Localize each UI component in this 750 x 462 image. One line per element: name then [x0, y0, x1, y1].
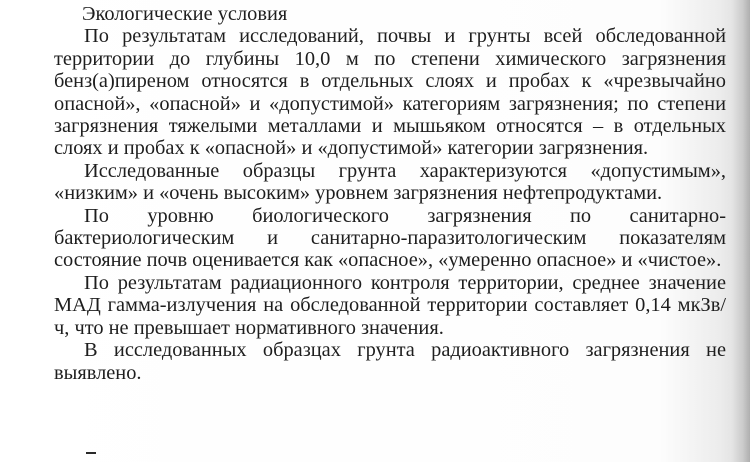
cropped-next-line-fragment: [86, 452, 96, 462]
scan-shadow-edge: [732, 0, 750, 462]
paragraph-petroleum-contamination: Исследованные образцы грунта характеризуются «допустимым», «низким» и «очень высоким» уровнем загрязнения нефтепродуктами.: [54, 159, 726, 205]
paragraph-radiation-control: По результатам радиационного контроля территории, среднее значение МАД гамма-излучения на обследованной территории составляет 0,14 мкЗв/ч, что не превышает нормативного значения.: [54, 271, 726, 339]
section-heading: Экологические условия: [82, 3, 288, 25]
paragraph-radioactive-contamination: В исследованных образцах грунта радиоактивного загрязнения не выявлено.: [54, 339, 726, 384]
paragraph-biological-contamination: По уровню биологического загрязнения по санитарно-бактериологическим и санитарно-паразитологическим показателям состояние почв оценивается как «опасное», «умеренно опасное» и «чистое».: [54, 204, 726, 272]
document-body: [54, 3, 726, 384]
paragraph-chemical-contamination: По результатам исследований, почвы и грунты всей обследованной территории до глубины 10,0 м по степени химического загрязнения бенз(а)пиреном относятся в отдельных слоях и пробах к «чрезвычайно опасной», «опасной» и «допустимой» категориям загрязнения; по степени загрязнения тяжелыми металлами и мышьяком относятся – в отдельных слоях и пробах к «опасной» и «допустимой» категории загрязнения.: [54, 25, 726, 160]
